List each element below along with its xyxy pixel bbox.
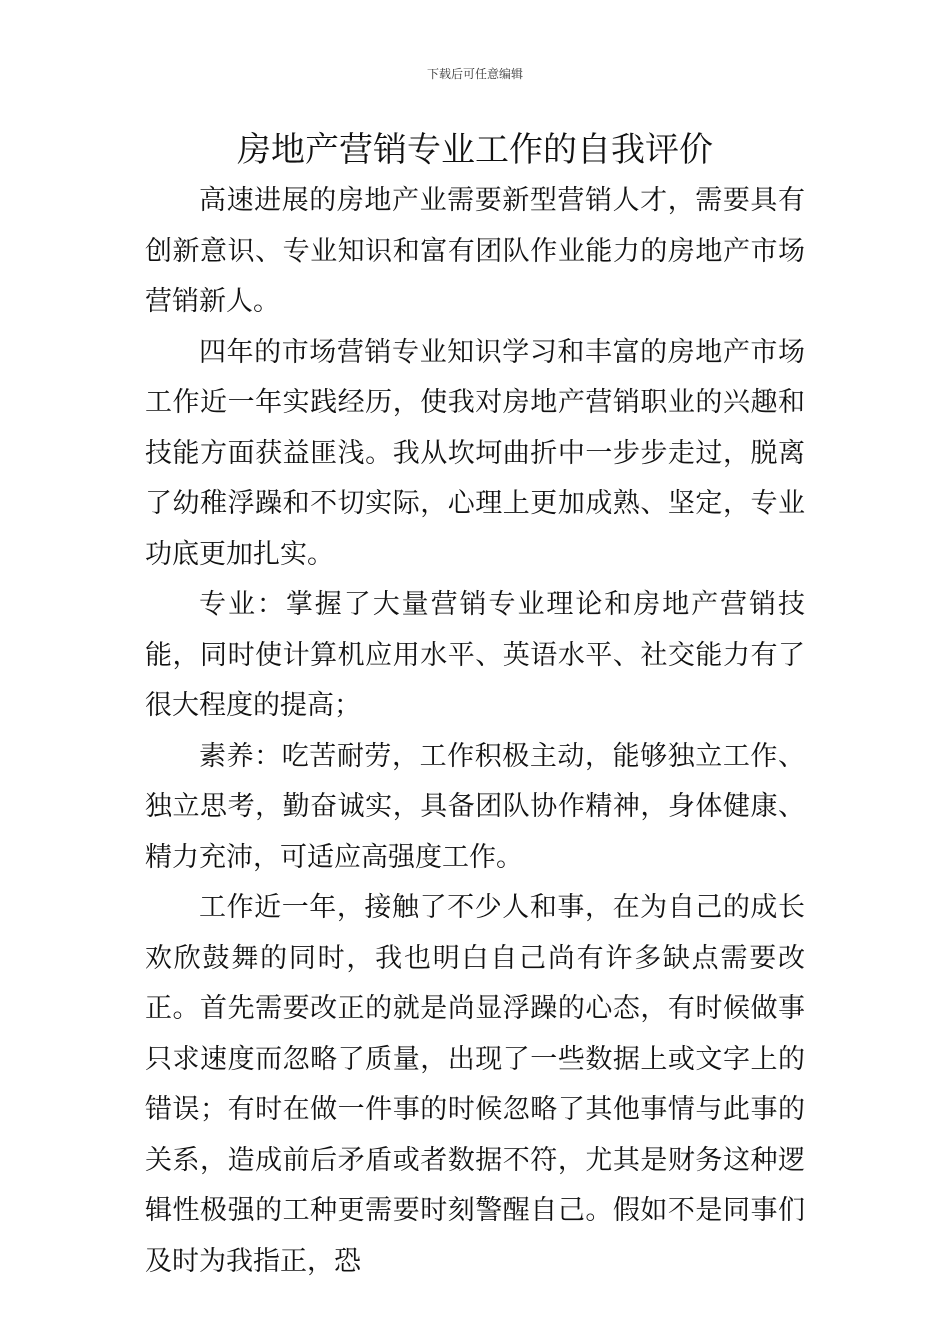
header-note: 下载后可任意编辑	[426, 67, 523, 81]
document-body	[145, 176, 805, 1287]
paragraph: 高速进展的房地产业需要新型营销人才，需要具有创新意识、专业知识和富有团队作业能力的房地产市场营销新人。	[145, 185, 805, 317]
paragraph: 四年的市场营销专业知识学习和丰富的房地产市场工作近一年实践经历，使我对房地产营销职业的兴趣和技能方面获益匪浅。我从坎坷曲折中一步步走过，脱离了幼稚浮躁和不切实际，心理上更加成熟、坚定，专业功底更加扎实。	[145, 336, 805, 570]
paragraph: 工作近一年，接触了不少人和事，在为自己的成长欢欣鼓舞的同时，我也明白自己尚有许多缺点需要改正。首先需要改正的就是尚显浮躁的心态，有时候做事只求速度而忽略了质量，出现了一些数据上或文字上的错误；有时在做一件事的时候忽略了其他事情与此事的关系，造成前后矛盾或者数据不符，尤其是财务这种逻辑性极强的工种更需要时刻警醒自己。假如不是同事们及时为我指正，恐	[145, 892, 805, 1277]
document-title: 房地产营销专业工作的自我评价	[237, 130, 713, 170]
paragraph: 素养：吃苦耐劳，工作积极主动，能够独立工作、独立思考，勤奋诚实，具备团队协作精神，身体健康、精力充沛，可适应高强度工作。	[145, 740, 805, 873]
paragraph: 专业：掌握了大量营销专业理论和房地产营销技能，同时使计算机应用水平、英语水平、社交能力有了很大程度的提高；	[145, 589, 805, 721]
